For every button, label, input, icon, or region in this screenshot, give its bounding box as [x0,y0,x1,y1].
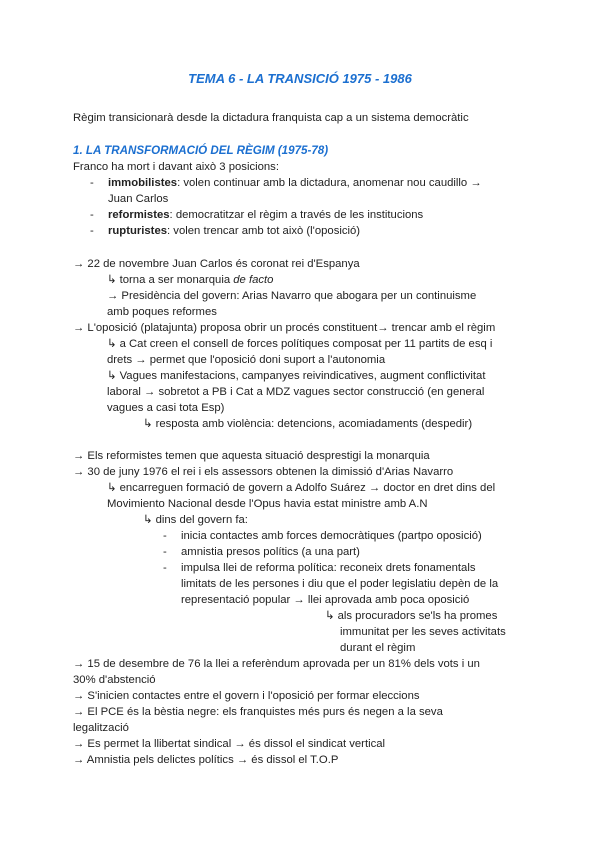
note-line: limitats de les persones i diu que el poder legislatiu depèn de la [181,578,499,590]
position-term: rupturistes [108,225,168,237]
note-line: → Els reformistes temen que aquesta situació desprestigi la monarquia [73,450,430,462]
note-line: → L'oposició (platajunta) proposa obrir un procés constituent→ trencar amb el règim [73,322,496,334]
section-heading: 1. LA TRANSFORMACIÓ DEL RÈGIM (1975-78) [73,144,329,157]
bullet-dash: - [163,562,167,574]
note-line: amnistia presos polítics (a una part) [181,546,360,558]
note-line: → 15 de desembre de 76 la llei a referèndum aprovada per un 81% dels vots i un [73,658,480,670]
page-title: TEMA 6 - LA TRANSICIÓ 1975 - 1986 [188,71,412,86]
note-line: → 22 de novembre Juan Carlos és coronat rei d'Espanya [73,258,360,270]
note-line: ↳ resposta amb violència: detencions, acomiadaments (despedir) [143,418,473,430]
note-line: → 30 de juny 1976 el rei i els assessors obtenen la dimissió d'Arias Navarro [73,466,454,478]
note-line: ↳ encarreguen formació de govern a Adolfo Suárez → doctor en dret dins del [107,482,496,494]
note-line [107,272,273,288]
note-line: immunitat per les seves activitats [340,626,506,638]
note-line: representació popular → llei aprovada amb poca oposició [181,594,470,606]
note-line: impulsa llei de reforma política: reconeix drets fonamentals [181,562,476,574]
note-line: amb poques reformes [107,306,217,318]
note-italic: de facto [233,274,274,286]
note-line: → Amnistia pels delictes polítics → és dissol el T.O.P [73,754,339,766]
note-line: → S'inicien contactes entre el govern i l'oposició per formar eleccions [73,690,420,702]
note-line: 30% d'abstenció [73,674,156,686]
note-text: ↳ torna a ser monarquia [107,274,234,286]
note-line: ↳ a Cat creen el consell de forces polítiques composat per 11 partits de esq i [107,338,493,350]
position-term: immobilistes [108,177,178,189]
note-line: legalització [73,722,129,734]
position-text: : democratitzar el règim a través de les institucions [169,209,424,221]
bullet-dash: - [90,209,94,221]
bullet-dash: - [90,177,94,189]
position-rupturistes [108,223,360,239]
note-line: → El PCE és la bèstia negre: els franquistes més purs és negen a la seva [73,706,443,718]
note-line: → Es permet la llibertat sindical → és dissol el sindicat vertical [73,738,386,750]
position-term: reformistes [108,209,170,221]
note-line: ↳ Vagues manifestacions, campanyes reivindicatives, augment conflictivitat [107,370,486,382]
intro-text: Règim transicionarà desde la dictadura franquista cap a un sistema democràtic [73,112,469,124]
position-continuation: Juan Carlos [108,193,169,205]
bullet-dash: - [90,225,94,237]
note-line: ↳ dins del govern fa: [143,514,248,526]
note-line: → Presidència del govern: Arias Navarro que abogara per un continuisme [107,290,477,302]
note-line: inicia contactes amb forces democràtiques (partpo oposició) [181,530,482,542]
position-text: : volen continuar amb la dictadura, anomenar nou caudillo → [177,177,482,189]
note-line: laboral → sobretot a PB i Cat a MDZ vagues sector construcció (en general [107,386,485,398]
position-reformistes [108,207,423,223]
note-line: drets → permet que l'oposició doni suport a l'autonomia [107,354,386,366]
position-text: : volen trencar amb tot això (l'oposició) [167,225,361,237]
note-line: vagues a casi tota Esp) [107,402,225,414]
bullet-dash: - [163,546,167,558]
note-line: ↳ als procuradors se'ls ha promes [325,610,498,622]
bullet-dash: - [163,530,167,542]
position-immobilistes [108,175,482,191]
section-lead: Franco ha mort i davant això 3 posicions: [73,161,279,173]
note-line: Movimiento Nacional desde l'Opus havia estat ministre amb A.N [107,498,428,510]
note-line: durant el règim [340,642,416,654]
